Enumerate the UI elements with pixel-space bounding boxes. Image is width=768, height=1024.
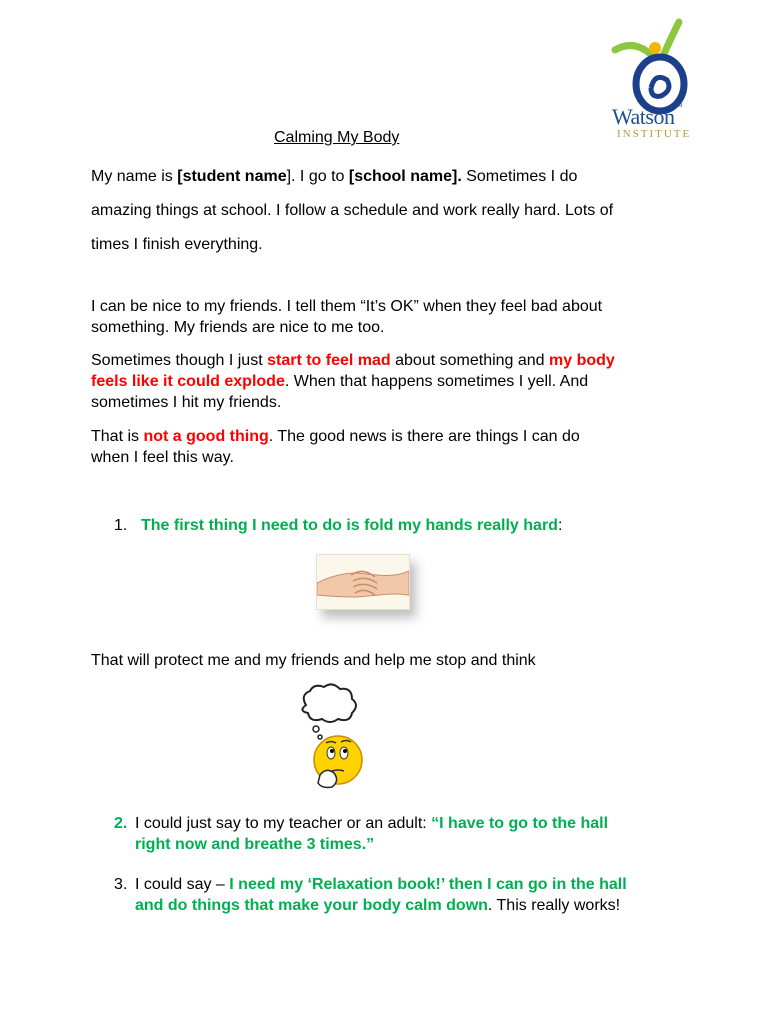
explode-highlight-start: my body [549,352,615,369]
watson-logo-icon [605,14,715,114]
thinking-face-image [296,683,366,793]
mad-paragraph [91,350,711,413]
logo-name: Watson [612,104,675,129]
folded-hands-icon [317,555,409,609]
fold-hands-instruction: The first thing I need to do is fold my hands really hard [141,517,558,534]
intro-text: Sometimes I do [461,168,578,185]
mad-text: Sometimes though I just [91,352,268,369]
student-name-placeholder: [student name [177,168,287,185]
not-good-highlight: not a good thing [143,428,269,445]
intro-paragraph [91,160,691,262]
colon: : [557,517,563,534]
intro-line-3: times I finish everything. [91,236,263,253]
intro-text: ]. I go to [286,168,349,185]
relaxation-book-instruction-end: and do things that make your body calm down [135,897,488,914]
item2-text: I could just say to my teacher or an adult: [135,815,432,832]
item3-text-end: . This really works! [487,897,621,914]
folded-hands-image [316,554,410,610]
page-title: Calming My Body [274,129,400,146]
news-text: . The good news is there are things I can do [268,428,580,445]
list-item-3 [114,874,714,916]
friends-line-2: something. My friends are nice to me too. [91,319,385,336]
list-item-1 [114,515,714,536]
hall-quote-end: right now and breathe 3 times.” [135,836,375,853]
hall-quote-start: “I have to go to the hall [431,815,609,832]
thinking-face-icon [296,683,366,793]
intro-text: My name is [91,168,178,185]
intro-line-2: amazing things at school. I follow a schedule and work really hard. Lots of [91,202,614,219]
mad-line-3: sometimes I hit my friends. [91,394,282,411]
watson-logo [605,14,715,146]
item3-text: I could say – [135,876,230,893]
mad-text: . When that happens sometimes I yell. And [284,373,589,390]
logo-subtitle: INSTITUTE [617,128,692,140]
explode-highlight-end: feels like it could explode [91,373,285,390]
protect-sentence: That will protect me and my friends and help me stop and think [91,652,536,669]
list-number-3: 3. [114,876,128,893]
relaxation-book-instruction-start: I need my ‘Relaxation book!’ then I can go in the hall [229,876,627,893]
mad-text: about something and [390,352,550,369]
school-name-placeholder: [school name]. [348,168,462,185]
list-number-2: 2. [114,815,128,832]
logo-trademark: TM [675,104,682,109]
list-number-1: 1. [114,517,128,534]
news-paragraph [91,426,711,468]
news-text: That is [91,428,144,445]
friends-line-1: I can be nice to my friends. I tell them “It’s OK” when they feel bad about [91,298,603,315]
intro-line-1 [91,160,691,194]
friends-paragraph [91,296,711,338]
mad-highlight: start to feel mad [267,352,391,369]
news-line-2: when I feel this way. [91,449,234,466]
list-item-2 [114,813,714,855]
